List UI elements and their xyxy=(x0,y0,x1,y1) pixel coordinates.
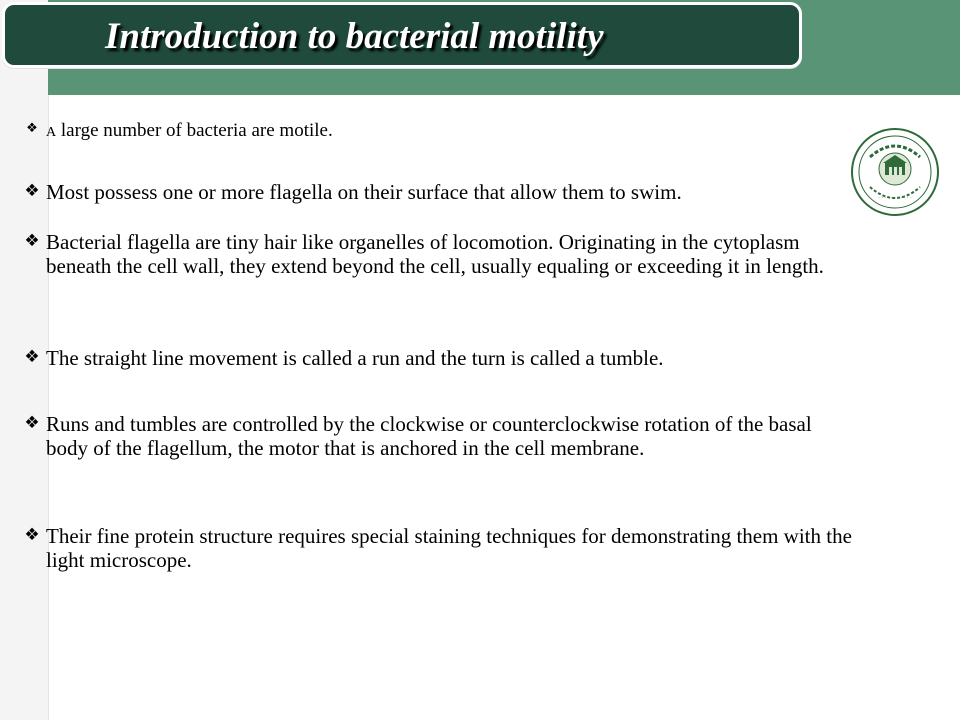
svg-text:· · · · · · · · · · ·: · · · · · · · · · · · xyxy=(878,195,912,201)
diamond-bullet-icon: ❖ xyxy=(24,347,40,367)
title-box xyxy=(2,2,802,68)
slide-title: Introduction to bacterial motility xyxy=(105,16,604,57)
bullet-item xyxy=(22,180,852,204)
bullet-item xyxy=(22,346,852,370)
bullet-item xyxy=(22,524,852,572)
bullet-text: Most possess one or more flagella on their surface that allow them to swim. xyxy=(46,180,682,204)
bullet-text: Bacterial flagella are tiny hair like organelles of locomotion. Originating in the cytoplasm beneath the cell wall, they extend beyond the cell, usually equaling or exceeding it in length. xyxy=(46,230,824,278)
diamond-bullet-icon: ❖ xyxy=(24,181,40,201)
diamond-bullet-icon: ❖ xyxy=(24,525,40,545)
bullet-item xyxy=(22,119,852,145)
bullet-item xyxy=(22,230,852,278)
bullet-item xyxy=(22,412,852,460)
diamond-bullet-icon: ❖ xyxy=(24,413,40,433)
bullet-text: The straight line movement is called a run and the turn is called a tumble. xyxy=(46,346,664,370)
bullet-lead: A xyxy=(46,125,57,140)
diamond-bullet-icon: ❖ xyxy=(24,231,40,251)
bullet-text: Runs and tumbles are controlled by the clockwise or counterclockwise rotation of the basal body of the flagellum, the motor that is anchored in the cell membrane. xyxy=(46,412,812,460)
diamond-bullet-icon: ❖ xyxy=(26,121,38,136)
bullet-text: Their fine protein structure requires special staining techniques for demonstrating them with the light microscope. xyxy=(46,524,852,572)
university-seal-icon xyxy=(850,127,940,217)
bullet-text: large number of bacteria are motile. xyxy=(56,120,333,141)
